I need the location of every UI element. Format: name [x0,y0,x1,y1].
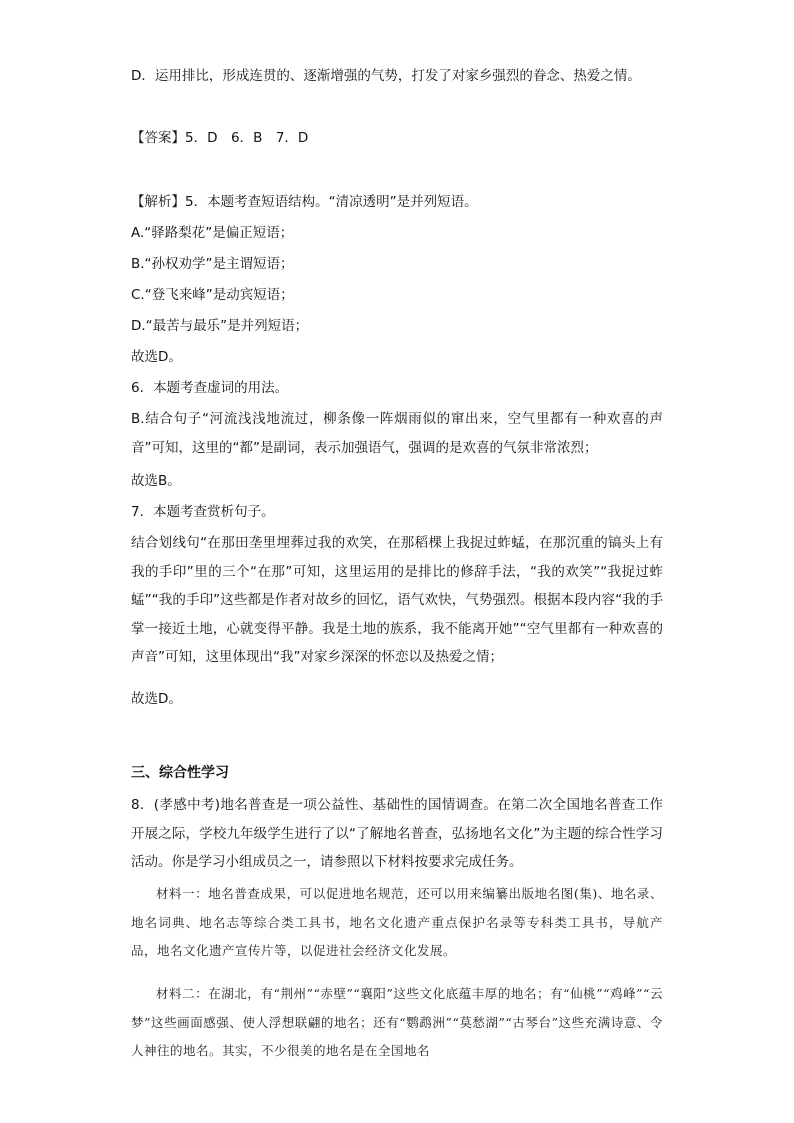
q5-option-d: D.“最苦与最乐”是并列短语； [131,318,309,334]
q6-analysis-body: B.结合句子“河流浅浅地流过，柳条像一阵烟雨似的窜出来，空气里都有一种欢喜的声音”可知，这里的“都”是副词，表示加强语气，强调的是欢喜的气氛非常浓烈； [131,411,663,456]
q7-analysis-intro: 7．本题考查赏析句子。 [131,504,275,520]
q7-analysis-body: 结合划线句“在那田垄里埋葬过我的欢笑，在那稻棵上我捉过蚱蜢，在那沉重的镐头上有我的手印”里的三个“在那”可知，这里运用的是排比的修辞手法，“我的欢笑”“我捉过蚱蜢”“我的手印”这些都是作者对故乡的回忆，语气欢快，气势强烈。根据本段内容“我的手掌一接近土地，心就变得平静。我是土地的族系，我不能离开她”“空气里都有一种欢喜的声音”可知，这里体现出“我”对家乡深深的怀恋以及热爱之情； [131,535,663,665]
q8-question: 8．(孝感中考)地名普查是一项公益性、基础性的国情调查。在第二次全国地名普查工作开展之际，学校九年级学生进行了以“了解地名普查，弘扬地名文化”为主题的综合性学习活动。你是学习小组成员之一，请参照以下材料按要求完成任务。 [131,797,663,870]
q5-option-a: A.“驿路梨花”是偏正短语； [131,225,294,241]
q6-choice: 故选B。 [131,473,181,489]
material-one: 材料一：地名普查成果，可以促进地名规范，还可以用来编纂出版地名图(集)、地名录、地名词典、地名志等综合类工具书，地名文化遗产重点保护名录等专科类工具书，导航产品，地名文化遗产宣传片等，以促进社会经济文化发展。 [131,886,663,958]
option-d-text: D．运用排比，形成连贯的、逐渐增强的气势，打发了对家乡强烈的眷念、热爱之情。 [131,68,641,84]
q6-analysis-intro: 6．本题考查虚词的用法。 [131,380,289,396]
section-heading: 三、综合性学习 [131,765,229,781]
q5-option-c: C.“登飞来峰”是动宾短语； [131,287,294,303]
q5-analysis-intro: 【解析】5．本题考查短语结构。“清凉透明”是并列短语。 [131,194,478,210]
q5-choice: 故选D。 [131,349,182,365]
material-two: 材料二：在湖北，有“荆州”“赤壁”“襄阳”这些文化底蕴丰厚的地名；有“仙桃”“鸡峰”“云梦”这些画面感强、使人浮想联翩的地名；还有“鹦鹉洲”“莫愁湖”“古琴台”这些充满诗意、令人神往的地名。其实，不少很美的地名是在全国地名 [131,986,663,1058]
q7-choice: 故选D。 [131,691,182,707]
q5-option-b: B.“孙权劝学”是主谓短语； [131,256,294,272]
answer-line: 【答案】5．D 6．B 7．D [131,130,309,146]
